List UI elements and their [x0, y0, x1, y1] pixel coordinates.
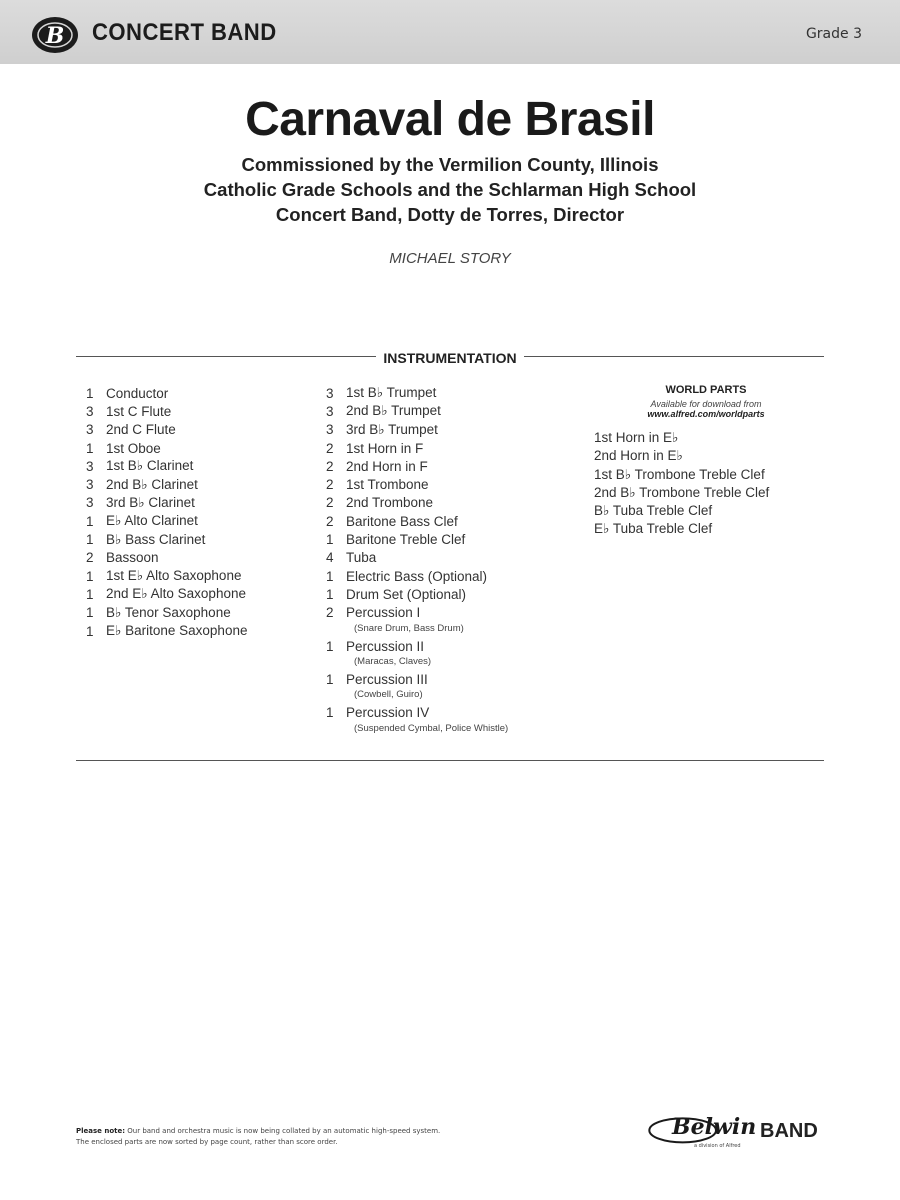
instrument-note: (Cowbell, Guiro)	[354, 689, 423, 701]
instrument-row	[326, 494, 508, 512]
instrument-name: 2nd B♭ Clarinet	[106, 476, 198, 492]
instrument-quantity: 1	[86, 568, 94, 584]
instrument-quantity: 2	[326, 495, 334, 511]
brand-band: BAND	[760, 1120, 818, 1142]
instrument-row	[86, 512, 247, 530]
instrument-row	[326, 549, 508, 567]
instrument-row	[326, 384, 508, 402]
instrument-quantity: 1	[326, 586, 334, 602]
instrument-row	[326, 585, 508, 603]
commission-line: Commissioned by the Vermilion County, Illinois	[241, 154, 659, 175]
commission-line: Catholic Grade Schools and the Schlarman High School	[203, 179, 697, 200]
instrument-row	[86, 439, 247, 457]
instrument-quantity: 3	[326, 422, 334, 438]
instrument-name: 2nd Horn in F	[346, 458, 428, 474]
instrument-name: B♭ Bass Clarinet	[106, 531, 206, 547]
instrument-row	[326, 703, 508, 721]
instrument-note: (Suspended Cymbal, Police Whistle)	[354, 722, 509, 734]
instrument-name: 2nd B♭ Trumpet	[346, 403, 441, 419]
instrumentation-column-1	[86, 384, 247, 640]
instrument-row	[86, 402, 247, 420]
instrument-quantity: 3	[86, 422, 94, 438]
instrument-row	[326, 512, 508, 530]
instrument-name: 3rd B♭ Clarinet	[106, 494, 195, 510]
instrument-name: 1st C Flute	[106, 403, 172, 419]
instrument-name: 1st B♭ Clarinet	[106, 458, 194, 474]
instrument-name: Baritone Treble Clef	[346, 532, 466, 548]
instrument-row	[86, 384, 247, 402]
instrument-name: Tuba	[346, 550, 377, 566]
instrument-quantity: 3	[86, 403, 94, 419]
instrument-row	[86, 604, 247, 622]
grade-label: Grade 3	[805, 26, 862, 42]
instrument-quantity: 3	[86, 458, 94, 474]
instrument-quantity: 2	[326, 605, 334, 621]
instrument-quantity: 1	[86, 586, 94, 602]
instrument-quantity: 1	[326, 671, 334, 687]
instrument-quantity: 2	[86, 550, 94, 566]
instrument-name: 1st B♭ Trumpet	[346, 385, 437, 401]
brand-script: Belwin	[672, 1114, 757, 1140]
instrument-quantity: 1	[86, 385, 94, 401]
instrument-row	[86, 585, 247, 603]
instrument-name: E♭ Alto Clarinet	[106, 513, 198, 529]
commission-line: Concert Band, Dotty de Torres, Director	[275, 204, 625, 225]
divider-bottom	[76, 760, 824, 761]
instrument-row	[86, 622, 247, 640]
instrument-row	[326, 402, 508, 420]
instrument-row	[86, 475, 247, 493]
world-part-item: E♭ Tuba Treble Clef	[594, 521, 713, 537]
instrument-row	[86, 549, 247, 567]
instrument-quantity: 1	[326, 638, 334, 654]
collation-note	[76, 1126, 440, 1148]
instrument-quantity: 1	[86, 623, 94, 639]
instrument-name: 1st Trombone	[346, 477, 429, 493]
world-parts	[594, 384, 834, 539]
commission-text	[0, 152, 900, 227]
series-label: CONCERT BAND	[92, 19, 277, 46]
instrument-quantity: 4	[326, 550, 334, 566]
instrument-row	[326, 670, 508, 688]
instrument-note: (Maracas, Claves)	[354, 656, 432, 668]
instrument-row	[86, 494, 247, 512]
concert-band-logo-icon	[30, 14, 80, 56]
instrument-quantity: 3	[86, 477, 94, 493]
instrument-name: 1st E♭ Alto Saxophone	[106, 568, 242, 584]
world-part-item: B♭ Tuba Treble Clef	[594, 503, 713, 519]
instrument-row	[326, 604, 508, 622]
instrument-row	[326, 439, 508, 457]
instrument-name: 1st Horn in F	[346, 440, 424, 456]
instrument-quantity: 1	[326, 532, 334, 548]
instrument-quantity: 3	[326, 403, 334, 419]
instrument-name: Percussion II	[346, 638, 425, 654]
world-part-item: 2nd Horn in E♭	[594, 448, 683, 464]
instrumentation-column-2	[326, 384, 508, 737]
instrument-name: Percussion III	[346, 671, 428, 687]
instrument-name: Baritone Bass Clef	[346, 513, 458, 529]
instrument-name: Conductor	[106, 385, 169, 401]
instrument-name: Electric Bass (Optional)	[346, 568, 488, 584]
note-line-1: Our band and orchestra music is now being collated by an automatic high-speed system.	[125, 1127, 441, 1135]
svg-text:B: B	[45, 23, 65, 49]
instrument-name: Drum Set (Optional)	[346, 586, 467, 602]
instrument-row	[86, 530, 247, 548]
note-line-2: The enclosed parts are now sorted by page count, rather than score order.	[76, 1138, 338, 1146]
instrument-quantity: 1	[86, 605, 94, 621]
instrument-row	[86, 421, 247, 439]
piece-title: Carnaval de Brasil	[245, 93, 655, 146]
instrument-name: 2nd E♭ Alto Saxophone	[106, 586, 246, 602]
instrument-row	[326, 637, 508, 655]
instrument-name: E♭ Baritone Saxophone	[106, 623, 248, 638]
instrument-note: (Snare Drum, Bass Drum)	[354, 622, 464, 634]
instrument-quantity: 3	[326, 385, 334, 401]
instrument-row	[326, 475, 508, 493]
world-parts-availability: Available for download from	[650, 399, 762, 409]
instrument-quantity: 2	[326, 440, 334, 456]
world-part-item: 1st B♭ Trombone Treble Clef	[594, 466, 765, 482]
world-parts-list	[594, 429, 834, 539]
instrument-name: Bassoon	[106, 550, 159, 566]
instrument-quantity: 3	[86, 495, 94, 511]
instrument-name: Percussion IV	[346, 705, 430, 721]
header-bar	[0, 0, 900, 64]
brand-subtitle: a division of Alfred	[694, 1143, 741, 1149]
instrument-quantity: 2	[326, 477, 334, 493]
instrument-quantity: 1	[326, 568, 334, 584]
instrument-row	[326, 530, 508, 548]
instrument-quantity: 1	[326, 705, 334, 721]
instrument-quantity: 1	[86, 440, 94, 456]
instrument-row	[86, 567, 247, 585]
section-heading	[0, 348, 900, 367]
instrument-row	[326, 567, 508, 585]
instrument-row	[86, 457, 247, 475]
instrument-name: 3rd B♭ Trumpet	[346, 421, 438, 437]
instrument-quantity: 2	[326, 513, 334, 529]
instrument-name: 2nd Trombone	[346, 495, 434, 511]
instrumentation-heading: INSTRUMENTATION	[376, 350, 523, 366]
instrument-row	[326, 421, 508, 439]
instrument-quantity: 1	[86, 532, 94, 548]
instrument-row	[326, 457, 508, 475]
world-parts-title: WORLD PARTS	[665, 384, 747, 396]
instrument-name: B♭ Tenor Saxophone	[106, 604, 231, 620]
instrument-quantity: 1	[86, 513, 94, 529]
instrument-name: 1st Oboe	[106, 440, 161, 456]
world-part-item: 2nd B♭ Trombone Treble Clef	[594, 484, 770, 500]
instrument-name: 2nd C Flute	[106, 422, 176, 438]
note-label: Please note:	[76, 1127, 126, 1135]
world-parts-url: www.alfred.com/worldparts	[647, 409, 765, 419]
instrument-name: Percussion I	[346, 605, 421, 621]
composer-name: MICHAEL STORY	[389, 250, 511, 267]
instrument-quantity: 2	[326, 458, 334, 474]
world-part-item: 1st Horn in E♭	[594, 430, 679, 445]
